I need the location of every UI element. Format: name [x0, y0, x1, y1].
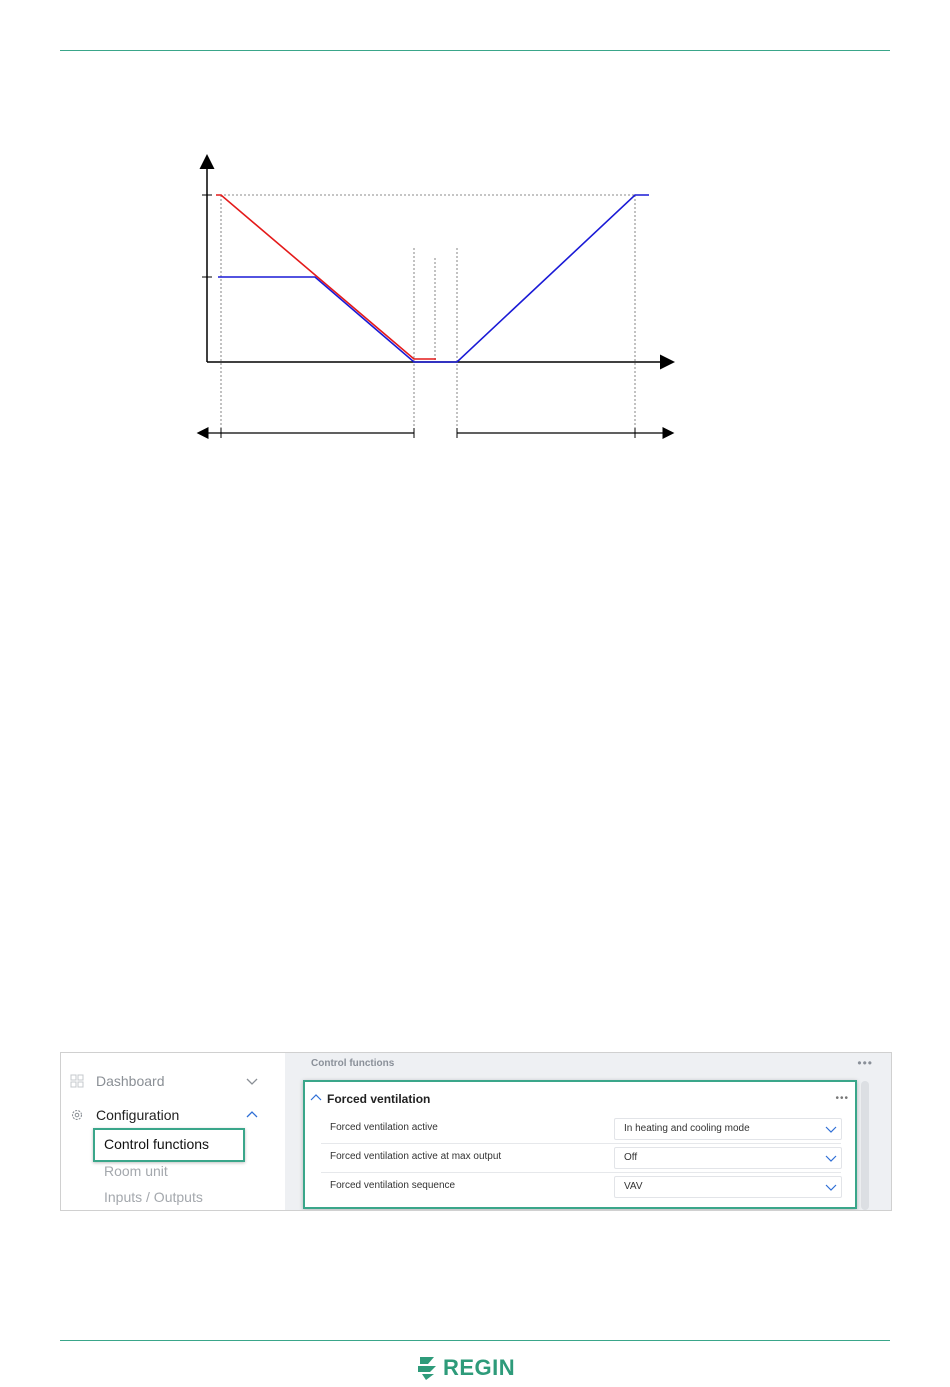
main-panel — [285, 1053, 891, 1210]
select-value: VAV — [624, 1181, 643, 1192]
chevron-up-icon[interactable] — [245, 1108, 259, 1122]
setting-label: Forced ventilation active at max output — [330, 1151, 502, 1162]
chevron-down-icon[interactable] — [245, 1074, 259, 1088]
footer-rule — [60, 1340, 890, 1341]
chevron-down-icon — [825, 1152, 837, 1164]
sidebar — [61, 1053, 283, 1210]
section-title: Control functions — [311, 1058, 395, 1069]
forced-ventilation-max-output-select[interactable] — [614, 1147, 842, 1169]
card-title: Forced ventilation — [327, 1092, 431, 1106]
regin-logo-text: REGIN — [443, 1355, 516, 1380]
ventilation-curve-diagram — [190, 145, 690, 455]
sidebar-item-dashboard[interactable] — [61, 1069, 283, 1093]
forced-ventilation-sequence-select[interactable] — [614, 1176, 842, 1198]
chevron-up-icon[interactable] — [310, 1092, 322, 1104]
more-options-icon[interactable]: ••• — [857, 1056, 873, 1070]
regin-logo — [416, 1354, 515, 1382]
card-more-options-icon[interactable]: ••• — [835, 1093, 849, 1104]
settings-screenshot — [60, 1052, 892, 1211]
sidebar-item-room-unit[interactable]: Room unit — [104, 1163, 168, 1179]
select-value: In heating and cooling mode — [624, 1123, 750, 1134]
sidebar-item-inputs-outputs[interactable]: Inputs / Outputs — [104, 1189, 203, 1205]
setting-label: Forced ventilation active — [330, 1122, 438, 1133]
chevron-down-icon — [825, 1123, 837, 1135]
forced-ventilation-card — [303, 1080, 857, 1209]
sidebar-item-configuration[interactable] — [61, 1103, 283, 1127]
chevron-down-icon — [825, 1181, 837, 1193]
forced-ventilation-active-select[interactable] — [614, 1118, 842, 1140]
grid-icon — [70, 1074, 84, 1088]
setting-label: Forced ventilation sequence — [330, 1180, 456, 1191]
sidebar-item-configuration-label: Configuration — [96, 1107, 180, 1123]
regin-logo-icon — [416, 1355, 438, 1381]
setting-row — [321, 1144, 841, 1173]
setting-row — [321, 1115, 841, 1144]
blue-curve — [218, 195, 649, 362]
sidebar-item-dashboard-label: Dashboard — [96, 1073, 165, 1089]
setting-row — [321, 1173, 841, 1201]
sidebar-item-control-functions[interactable]: Control functions — [104, 1136, 210, 1152]
gear-icon — [70, 1108, 84, 1122]
select-value: Off — [624, 1152, 638, 1163]
scrollbar[interactable] — [861, 1081, 869, 1210]
header-rule — [60, 50, 890, 51]
